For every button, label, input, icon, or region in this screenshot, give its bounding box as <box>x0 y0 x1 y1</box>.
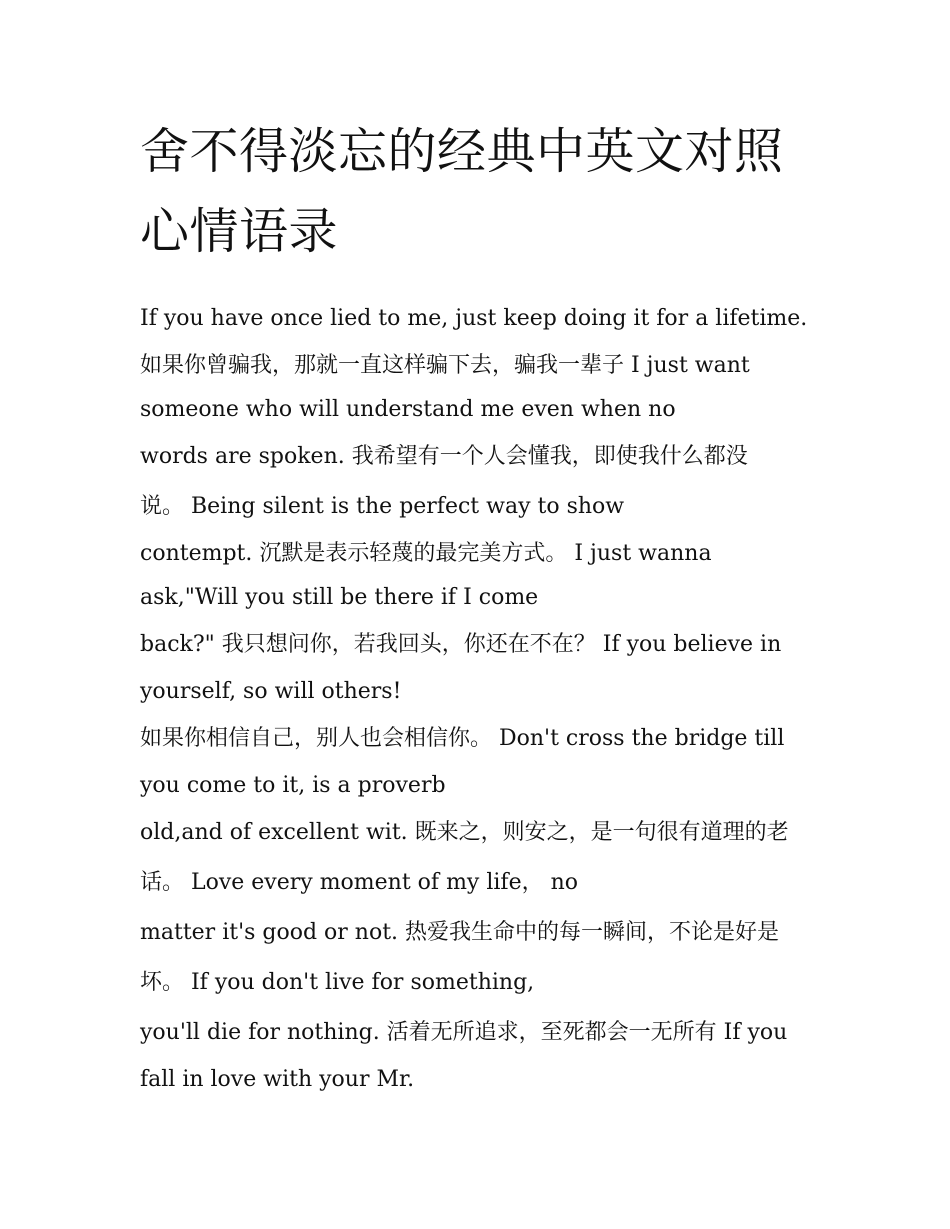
text-line: ask,"Will you still be there if I come <box>140 585 539 610</box>
text-line: 坏。 If you don't live for something, <box>140 970 535 995</box>
document-body <box>140 294 820 1102</box>
text-line: If you have once lied to me, just keep doing it for a lifetime. <box>140 306 808 331</box>
title-line-2: 心情语录 <box>140 203 339 260</box>
text-line: yourself, so will others! <box>140 679 402 704</box>
title-line-1: 舍不得淡忘的经典中英文对照 <box>140 123 784 180</box>
text-line: old,and of excellent wit. 既来之，则安之，是一句很有道理的老 <box>140 820 789 845</box>
text-line: you come to it, is a proverb <box>140 773 446 798</box>
text-line: 如果你曾骗我，那就一直这样骗下去，骗我一辈子 I just want <box>140 353 750 378</box>
text-line: you'll die for nothing. 活着无所追求，至死都会一无所有 If you <box>140 1020 788 1045</box>
document-page <box>140 112 820 1102</box>
text-line: matter it's good or not. 热爱我生命中的每一瞬间，不论是好是 <box>140 920 780 945</box>
text-line: 如果你相信自己，别人也会相信你。 Don't cross the bridge till <box>140 726 785 751</box>
text-line: contempt. 沉默是表示轻蔑的最完美方式。 I just wanna <box>140 541 712 566</box>
text-line: 话。 Love every moment of my life， no <box>140 870 578 895</box>
text-line: words are spoken. 我希望有一个人会懂我，即使我什么都没 <box>140 444 748 469</box>
document-title <box>140 112 820 272</box>
text-line: 说。 Being silent is the perfect way to show <box>140 494 625 519</box>
text-line: someone who will understand me even when no <box>140 397 676 422</box>
text-line: fall in love with your Mr. <box>140 1067 415 1092</box>
text-line: back?" 我只想问你，若我回头，你还在不在？ If you believe in <box>140 632 782 657</box>
